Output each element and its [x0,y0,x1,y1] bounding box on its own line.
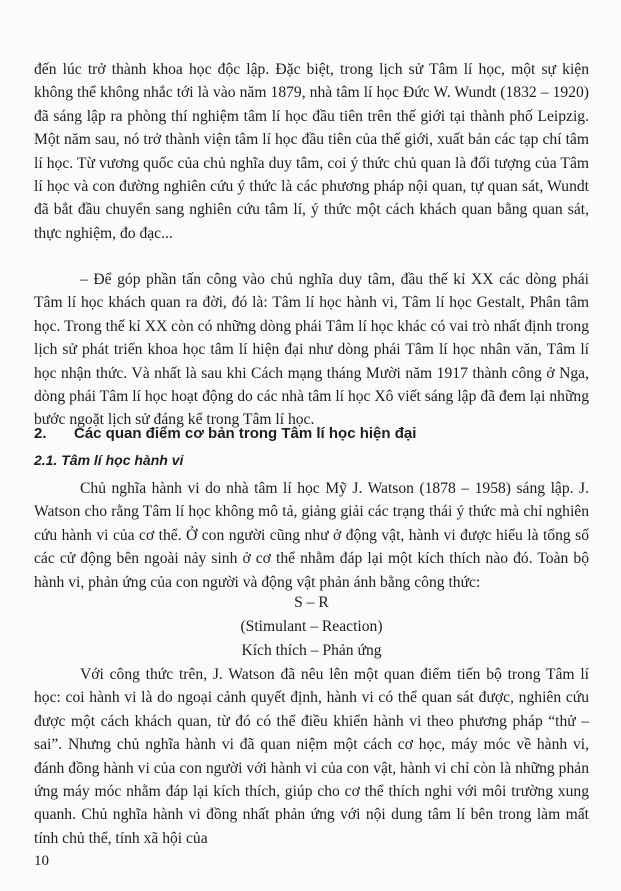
section-number: 2. [34,425,47,442]
paragraph-wundt: đến lúc trở thành khoa học độc lập. Đặc biệt, trong lịch sử Tâm lí học, một sự kiện không thể không nhắc tới là vào năm 1879, nhà tâm lí học Đức W. Wundt (1832 – 1920) đã sáng lập ra phòng thí nghiệm tâm lí học đầu tiên trên thế giới tại thành phố Leipzig. Một năm sau, nó trở thành viện tâm lí học đầu tiên của thế giới, xuất bản các tạp chí tâm lí học. Từ vương quốc của chủ nghĩa duy tâm, coi ý thức chủ quan là đối tượng của Tâm lí học và con đường nghiên cứu ý thức là các phương pháp nội quan, tự quan sát, Wundt đã bắt đầu chuyển sang nghiên cứu tâm lí, ý thức một cách khách quan bằng quan sát, thực nghiệm, đo đạc... [34,61,589,242]
page-number: 10 [34,853,49,869]
paragraph-objective-schools: – Để góp phần tấn công vào chủ nghĩa duy tâm, đầu thế kỉ XX các dòng phái Tâm lí học khách quan ra đời, đó là: Tâm lí học hành vi, Tâm lí học Gestalt, Phân tâm học. Trong thế kỉ XX còn có những dòng phái Tâm lí học khác có vai trò nhất định trong lịch sử phát triển khoa học tâm lí hiện đại như dòng phái Tâm lí học nhân văn, Tâm lí học nhận thức. Và nhất là sau khi Cách mạng tháng Mười năm 1917 thành công ở Nga, dòng phái Tâm lí học hoạt động do các nhà tâm lí học Xô viết sáng lập đã đem lại những bước ngoặt lịch sử đáng kể trong Tâm lí học. [34,271,589,429]
section-title: Các quan điểm cơ bản trong Tâm lí học hiện đại [74,425,417,442]
formula-sr: S – R [294,594,329,611]
section-heading [34,424,589,444]
formula-vietnamese: Kích thích – Phản ứng [241,642,382,659]
subsection-heading: 2.1. Tâm lí học hành vi [34,452,184,468]
paragraph-behaviorism: Chủ nghĩa hành vi do nhà tâm lí học Mỹ J. Watson (1878 – 1958) sáng lập. J. Watson cho rằng Tâm lí học không mô tả, giảng giải các trạng thái ý thức mà chỉ nghiên cứu hành vi của cơ thể. Ở con người cũng như ở động vật, hành vi được hiểu là tổng số các cử động bên ngoài nảy sinh ở cơ thể nhằm đáp lại một kích thích nào đó. Toàn bộ hành vi, phản ứng của con người và động vật phản ánh bằng công thức: [34,480,589,591]
paragraph-watson-critique: Với công thức trên, J. Watson đã nêu lên một quan điểm tiến bộ trong Tâm lí học: coi hành vi là do ngoại cảnh quyết định, hành vi có thể quan sát được, nghiên cứu được một cách khách quan, từ đó có thể điều khiển hành vi theo phương pháp “thử – sai”. Nhưng chủ nghĩa hành vi đã quan niệm một cách cơ học, máy móc về hành vi, đánh đồng hành vi của con người với hành vi của con vật, hành vi chỉ còn là những phản ứng máy móc nhằm đáp lại kích thích, giúp cho cơ thể thích nghi với môi trường xung quanh. Chủ nghĩa hành vi đồng nhất phản ứng với nội dung tâm lí bên trong làm mất tính chủ thể, tính xã hội của [34,666,589,847]
formula-stimulant-reaction: (Stimulant – Reaction) [240,618,383,635]
